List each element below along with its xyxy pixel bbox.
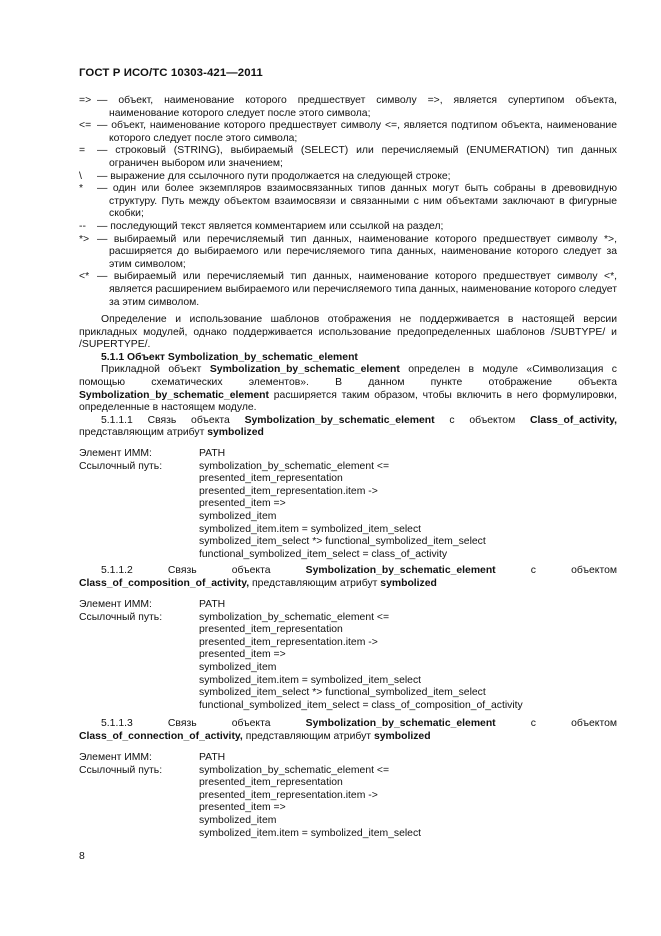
legend-item: [79, 95, 617, 120]
legend-symbol: <*: [79, 271, 90, 283]
intro-text-3: расширяется таким образом, чтобы включить в него формулировки, определенные в настоящем модуле.: [79, 389, 617, 414]
legend-symbol: *>: [79, 233, 90, 245]
aim-element-label: Элемент ИММ:: [79, 752, 152, 763]
path-line: symbolized_item.item = symbolized_item_select: [199, 827, 422, 839]
subsection-target: Class_of_connection_of_activity,: [79, 730, 243, 742]
subsection-text: представляющим атрибут: [245, 730, 372, 742]
intro-object-name-2: Symbolization_by_schematic_element: [79, 389, 269, 401]
subsection-attribute: symbolized: [373, 730, 431, 742]
path-line: functional_symbolized_item_select = class_of_composition_of_activity: [199, 699, 523, 711]
path-line: symbolization_by_schematic_element <=: [199, 611, 390, 623]
intro-text-1: Прикладной объект: [101, 364, 202, 376]
aim-element-label: Элемент ИММ:: [79, 448, 152, 459]
path-line: symbolized_item.item = symbolized_item_select: [199, 674, 422, 686]
subsection-number: 5.1.1.2: [101, 565, 133, 576]
subsection-title: [79, 565, 617, 590]
subsection-number: 5.1.1.1: [101, 414, 133, 426]
reference-path-label: Ссылочный путь:: [79, 460, 163, 472]
legend-symbol: \: [79, 170, 82, 182]
path-line: presented_item_representation: [199, 473, 343, 485]
templates-note: Определение и использование шаблонов отображения не поддерживается в настоящей версии прикладных модулей, однако поддерживается использование предопределенных шаблонов /SUBTYPE/ и /SUPERTYPE/.: [79, 314, 617, 351]
path-line: presented_item_representation.item ->: [199, 636, 378, 648]
page-number: 8: [79, 851, 85, 862]
legend-description: — строковый (STRING), выбираемый (SELECT) или перечисляемый (ENUMERATION) тип данных ограничен выбором или значением;: [97, 145, 617, 169]
legend-symbol: =: [79, 145, 86, 157]
legend-item: [79, 183, 617, 221]
legend-description: — объект, наименование которого предшествует символу <=, является подтипом объекта, наименование которого следует после этого символа;: [97, 120, 617, 144]
reference-path-row: [79, 765, 617, 778]
subsection-text: с объектом: [530, 565, 618, 576]
path-line: presented_item =>: [199, 649, 286, 661]
mapping-block-2: [79, 599, 617, 712]
legend-description: — объект, наименование которого предшествует символу =>, является супертипом объекта, наименование которого следует после этого символа;: [97, 95, 617, 119]
aim-element-label: Элемент ИММ:: [79, 599, 152, 610]
path-line: presented_item_representation: [199, 624, 343, 636]
subsection-text: представляющим атрибут: [252, 577, 378, 589]
legend-item: [79, 271, 617, 309]
intro-object-name: Symbolization_by_schematic_element: [209, 364, 400, 376]
aim-element-value: PATH: [199, 448, 226, 459]
notation-legend: [79, 95, 617, 309]
path-line: functional_symbolized_item_select = class_of_activity: [199, 548, 448, 560]
path-line: symbolization_by_schematic_element <=: [199, 764, 390, 776]
path-line: presented_item =>: [199, 802, 286, 814]
path-line: symbolized_item_select *> functional_symbolized_item_select: [199, 536, 486, 548]
legend-item: [79, 221, 617, 234]
subsection-object: Symbolization_by_schematic_element: [305, 565, 496, 576]
subsection-object: Symbolization_by_schematic_element: [244, 414, 435, 426]
path-line: symbolized_item: [199, 510, 277, 522]
legend-symbol: =>: [79, 95, 92, 106]
path-line: symbolization_by_schematic_element <=: [199, 460, 390, 472]
path-line: presented_item_representation: [199, 777, 343, 789]
path-line: presented_item_representation.item ->: [199, 485, 378, 497]
legend-symbol: <=: [79, 120, 92, 132]
aim-element-row: [79, 752, 617, 765]
legend-symbol: *: [79, 183, 84, 195]
subsection-attribute: symbolized: [380, 577, 437, 589]
intro-text-2: определен в модуле «Символизация с помощью схематических элементов». В данном пункте отображение объекта: [79, 364, 618, 388]
legend-symbol: --: [79, 220, 86, 232]
subsection-number: 5.1.1.3: [101, 718, 133, 729]
subsection-title: [79, 718, 617, 743]
legend-item: [79, 145, 617, 170]
subsection-text: Связь объекта: [167, 718, 271, 729]
legend-description: — последующий текст является комментарием или ссылкой на раздел;: [97, 220, 444, 232]
legend-description: — выражение для ссылочного пути продолжается на следующей строке;: [97, 170, 451, 182]
aim-element-row: [79, 448, 617, 461]
subsection-text: представляющим атрибут: [79, 427, 205, 439]
reference-path-label: Ссылочный путь:: [79, 764, 163, 776]
legend-item: [79, 234, 617, 272]
path-line: symbolized_item: [199, 814, 277, 826]
aim-element-value: PATH: [199, 752, 226, 763]
subsection-text: с объектом: [449, 414, 516, 426]
templates-note-block: [79, 314, 617, 440]
path-line: presented_item_representation.item ->: [199, 789, 378, 801]
subsection-2-title-block: [79, 565, 617, 590]
section-intro: [79, 364, 617, 414]
subsection-title: [79, 415, 617, 440]
legend-item: [79, 171, 617, 184]
aim-element-row: [79, 599, 617, 612]
aim-element-value: PATH: [199, 599, 226, 610]
subsection-attribute: symbolized: [207, 427, 264, 439]
legend-description: — один или более экземпляров взаимосвязанных типов данных могут быть собраны в древовидную структуру. Путь между объектом взаимосвязи и связанными с ним объектами заключают в фигурные скобки;: [97, 183, 617, 220]
subsection-text: Связь объекта: [167, 565, 271, 576]
subsection-object: Symbolization_by_schematic_element: [305, 718, 496, 729]
reference-path-row: [79, 612, 617, 625]
mapping-block-1: [79, 448, 617, 561]
subsection-target: Class_of_activity,: [530, 414, 618, 426]
path-line: symbolized_item_select *> functional_symbolized_item_select: [199, 687, 486, 699]
subsection-text: с объектом: [530, 718, 618, 729]
mapping-block-3: [79, 752, 617, 840]
legend-description: — выбираемый или перечисляемый тип данных, наименование которого предшествует символу <*, является расширением выбираемого или перечисляемого типа данных, наименование которого следует за этим символом.: [97, 271, 617, 308]
path-line: presented_item =>: [199, 498, 286, 510]
subsection-text: Связь объекта: [147, 414, 230, 426]
subsection-3-title-block: [79, 718, 617, 743]
path-line: symbolized_item.item = symbolized_item_select: [199, 523, 422, 535]
path-line: symbolized_item: [199, 661, 277, 673]
legend-item: [79, 120, 617, 145]
section-heading: 5.1.1 Объект Symbolization_by_schematic_element: [101, 351, 358, 363]
reference-path-row: [79, 461, 617, 474]
reference-path-label: Ссылочный путь:: [79, 611, 163, 623]
legend-description: — выбираемый или перечисляемый тип данных, наименование которого предшествует символу *>, расширяется до выбираемого или перечисляемого типа данных, наименование которого следует за этим символом;: [97, 233, 617, 270]
subsection-target: Class_of_composition_of_activity,: [79, 577, 250, 589]
document-header: ГОСТ Р ИСО/ТС 10303-421—2011: [79, 67, 263, 79]
